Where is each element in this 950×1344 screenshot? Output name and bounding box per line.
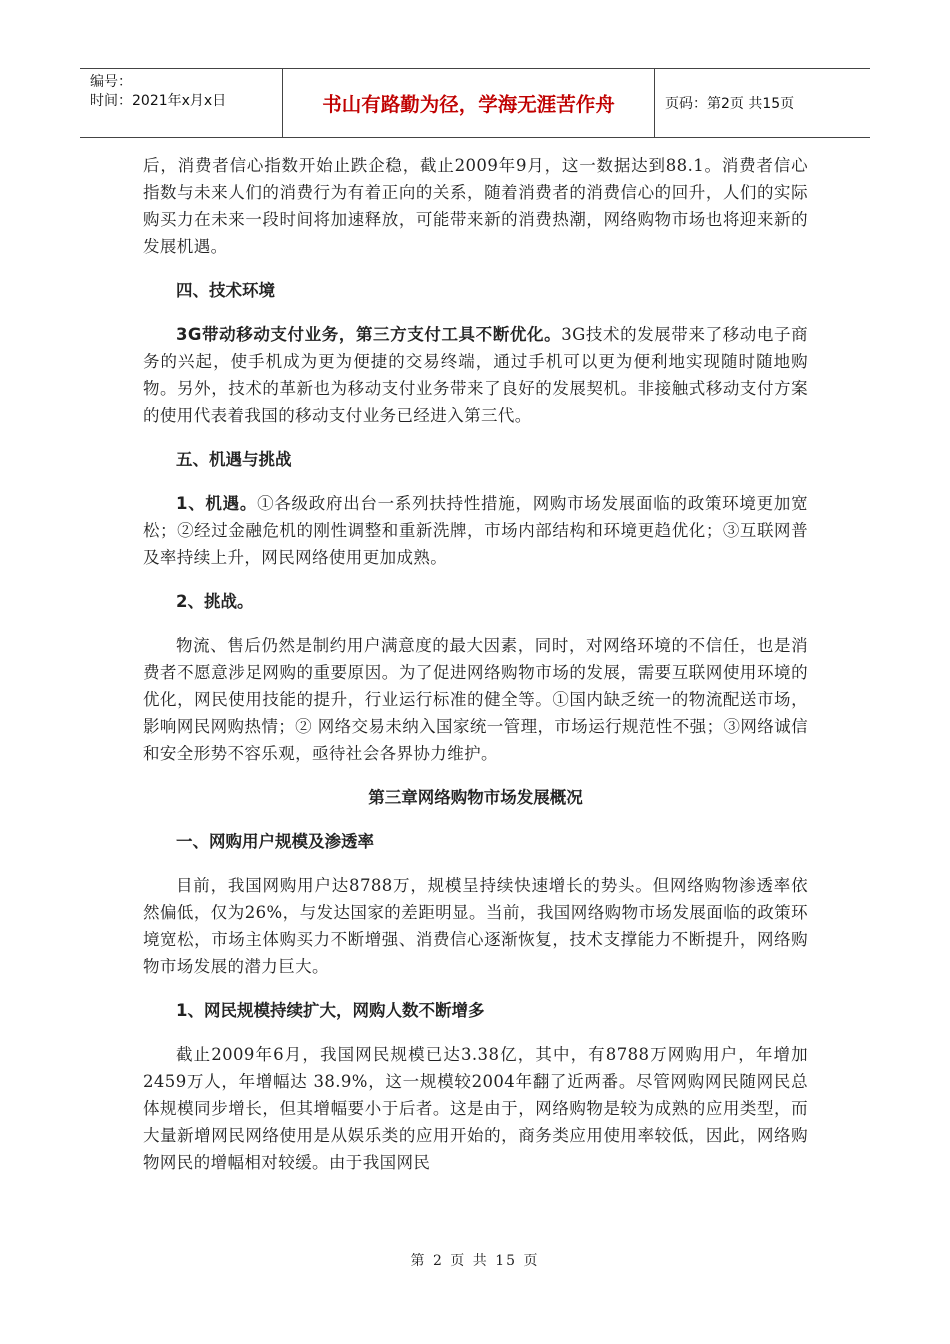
heading-user-scale: 一、网购用户规模及渗透率 (176, 832, 374, 851)
paragraph-opportunities (143, 490, 808, 571)
heading-netizen-growth: 1、网民规模持续扩大，网购人数不断增多 (176, 1001, 485, 1020)
opportunities-lead: 1、机遇。 (176, 494, 258, 513)
document-body (143, 152, 808, 1176)
paragraph-user-scale: 目前，我国网购用户达8788万，规模呈持续快速增长的势头。但网络购物渗透率依然偏低，仅为26%，与发达国家的差距明显。当前，我国网络购物市场发展面临的政策环境宽松，市场主体购买力不断增强、消费信心逐渐恢复，技术支撑能力不断提升，网络购物市场发展的潜力巨大。 (143, 876, 808, 976)
header-date: 时间：2021年x月x日 (90, 93, 227, 109)
heading-challenges: 2、挑战。 (176, 592, 254, 611)
tech-text: 3G技术的发展带来了移动电子商务的兴起，使手机成为更为便捷的交易终端，通过手机可以更为便利地实现随时随地购物。另外，技术的革新也为移动支付业务带来了良好的发展契机。非接触式移动支付方案的使用代表着我国的移动支付业务已经进入第三代。 (143, 325, 808, 425)
header-motto: 书山有路勤为径，学海无涯苦作舟 (283, 69, 655, 137)
header-meta (80, 69, 283, 137)
page-footer: 第 2 页 共 15 页 (410, 1253, 540, 1269)
heading-opportunities-challenges: 五、机遇与挑战 (176, 450, 292, 469)
opportunities-text: ①各级政府出台一系列扶持性措施，网购市场发展面临的政策环境更加宽松；②经过金融危机的刚性调整和重新洗牌，市场内部结构和环境更趋优化；③互联网普及率持续上升，网民网络使用更加成熟。 (143, 494, 808, 567)
page-header (80, 68, 870, 138)
chapter-title: 第三章网络购物市场发展概况 (368, 788, 583, 807)
paragraph-challenges: 物流、售后仍然是制约用户满意度的最大因素，同时，对网络环境的不信任，也是消费者不愿意涉足网购的重要原因。为了促进网络购物市场的发展，需要互联网使用环境的优化，网民使用技能的提升，行业运行标准的健全等。①国内缺乏统一的物流配送市场，影响网民网购热情；② 网络交易未纳入国家统一管理，市场运行规范性不强；③网络诚信和安全形势不容乐观，亟待社会各界协力维护。 (143, 636, 808, 763)
paragraph-tech (143, 321, 808, 429)
paragraph-consumer-confidence: 后，消费者信心指数开始止跌企稳，截止2009年9月，这一数据达到88.1。消费者信心指数与未来人们的消费行为有着正向的关系，随着消费者的消费信心的回升，人们的实际购买力在未来一段时间将加速释放，可能带来新的消费热潮，网络购物市场也将迎来新的发展机遇。 (143, 156, 808, 256)
paragraph-netizen-growth: 截止2009年6月，我国网民规模已达3.38亿，其中，有8788万网购用户，年增加2459万人，年增幅达 38.9%，这一规模较2004年翻了近两番。尽管网购网民随网民总体规模同步增长，但其增幅要小于后者。这是由于，网络购物是较为成熟的应用类型，而大量新增网民网络使用是从娱乐类的应用开始的，商务类应用使用率较低，因此，网络购物网民的增幅相对较缓。由于我国网民 (143, 1045, 808, 1172)
tech-lead: 3G带动移动支付业务，第三方支付工具不断优化。 (176, 325, 562, 344)
header-number: 编号： (90, 74, 132, 90)
header-page-info: 页码：第2页 共15页 (665, 96, 795, 112)
heading-tech-environment: 四、技术环境 (176, 281, 275, 300)
